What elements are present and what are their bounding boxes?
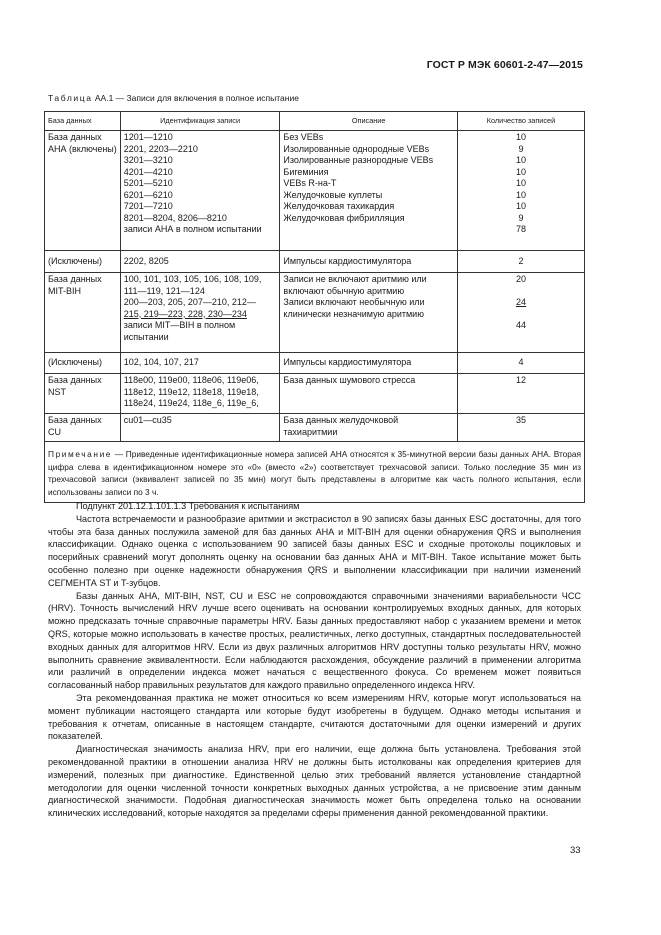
table-caption-title: АА.1 — Записи для включения в полное испытание <box>92 93 299 103</box>
table-note-row <box>45 442 585 503</box>
subheading: Подпункт 201.12.1.101.1.3 Требования к испытаниям <box>76 501 300 511</box>
column-header: База данных <box>45 112 121 131</box>
record-ids-cell: 100, 101, 103, 105, 106, 108, 109, 111—119, 121—124 200—203, 205, 207—210, 212— 215, 219—223, 228, 230—234 записи MIT—BIH в полном испытании <box>120 273 280 353</box>
record-ids-cell: 102, 104, 107, 217 <box>120 353 280 374</box>
table-row <box>45 353 585 374</box>
table-caption-label: Таблица <box>48 93 93 103</box>
record-ids-cell: cu01—cu35 <box>120 414 280 442</box>
table-note <box>45 442 585 503</box>
table-row <box>45 273 585 353</box>
description-cell: База данных шумового стресса <box>280 374 458 414</box>
record-ids-cell: 118e00, 119e00, 118e06, 119e06, 118e12, 119e12, 118e18, 119e18, 118e24, 119e24, 118e_6, 119e_6, <box>120 374 280 414</box>
table-row <box>45 251 585 273</box>
note-text: — Приведенные идентификационные номера записей АНА относятся к 35-минутной версии базы данных АНА. Вторая цифра слева в идентификационном номере это «0» (вместо «2») соответствует трехчасовой записи. Только последние 35 мин из трехчасовой записи (эквивалент записей по 35 мин) могут быть представлены в алгоритме как часть полного испытания, если использованы записи по 3 ч. <box>48 449 581 497</box>
body-text <box>48 500 581 820</box>
table-row <box>45 131 585 251</box>
paragraph: Диагностическая значимость анализа HRV, при его наличии, еще должна быть установлена. Требования этой рекомендованной практики в отношении анализа HRV не должны быть истолкованы как определения критериев для измерений, полезных при диагностике. Единственной целью этих требований является установление стандартной методологии для оценки численной точности конкретных выходных данных устройства, а не присвоение этим данным диагностической значимости. Подобная диагностическая значимость может быть определена только на основании клинических исследований, которые находятся за пределами сферы применения данной рекомендованной практики. <box>48 744 581 819</box>
column-header: Описание <box>280 112 458 131</box>
database-cell: (Исключены) <box>45 251 121 273</box>
table-row <box>45 374 585 414</box>
document-header: ГОСТ Р МЭК 60601-2-47—2015 <box>426 59 583 71</box>
table-row <box>45 414 585 442</box>
description-cell: Импульсы кардиостимулятора <box>280 251 458 273</box>
column-header: Количество записей <box>457 112 584 131</box>
database-cell: База данных MIT-BIH <box>45 273 121 353</box>
database-cell: База данных CU <box>45 414 121 442</box>
count-cell: 4 <box>457 353 584 374</box>
description-cell: Записи не включают аритмию или включают обычную аритмию Записи включают необычную или клинически незначимую аритмию <box>280 273 458 353</box>
table-header-row <box>45 112 585 131</box>
paragraph: Базы данных АНА, MIT-BIH, NST, CU и ESC не сопровождаются справочными значениями вариабельности ЧСС (HRV). Точность вычислений HRV лучше всего оценивать на основании контролируемых входных данных, для которых можно предсказать точные справочные параметры HRV. Базы данных предоставляют набор с указанием времени и меток QRS, которые можно использовать в качестве простых, реалистичных, легко доступных, стандартных последовательностей входных данных для алгоритмов HRV. Если из двух различных алгоритмов HRV доступны только результаты HRV, можно выполнить сравнение эквивалентности. Если наблюдаются расхождения, обсуждение различий в применении алгоритма или различий в определении индекса может начаться с вещественного фокуса. Со временем может появиться согласованный набор правильных результатов для каждого правильно определенного индекса HRV. <box>48 590 581 691</box>
column-header: Идентификация записи <box>120 112 280 131</box>
description-cell: Импульсы кардиостимулятора <box>280 353 458 374</box>
database-cell: База данных NST <box>45 374 121 414</box>
record-ids-cell: 2202, 8205 <box>120 251 280 273</box>
count-cell: 35 <box>457 414 584 442</box>
description-cell: Без VEBs Изолированные однородные VEBs Изолированные разнородные VEBs Бигеминия VEBs R-на-T Желудочковые куплеты Желудочковая тахикардия Желудочковая фибрилляция <box>280 131 458 251</box>
database-cell: (Исключены) <box>45 353 121 374</box>
count-cell: 12 <box>457 374 584 414</box>
page-number: 33 <box>570 845 581 856</box>
paragraph: Частота встречаемости и разнообразие аритмии и экстрасистол в 90 записях базы данных ESC достаточны, для того чтобы эта база данных послужила заменой для баз данных АНА и MIT-BIH для оценки обнаружения QRS и выполнения классификации. Однако оценка с использованием 90 записей базы данных ESC и сходные протоколы поцикловых и посерийных сравнений могут дополнять оценку на основании баз данных АНА и MIT-BIH. Такое испытание может быть особенно полезно при оценке надежности обнаружения QRS и выполнении классификации при наличии изменений СЕГМЕНТА ST и T-зубцов. <box>48 513 581 588</box>
note-label: Примечание <box>48 449 113 459</box>
count-cell: 10 9 10 10 10 10 10 9 78 <box>457 131 584 251</box>
count-cell: 2 <box>457 251 584 273</box>
records-table <box>44 111 585 503</box>
paragraph: Эта рекомендованная практика не может относиться ко всем измерениям HRV, которые могут использоваться на момент публикации настоящего стандарта или которые будут изобретены в будущем. Однако методы испытания и требования к отчетам, описанные в настоящем стандарте, считаются достаточными для оценки измерений и других показателей. <box>48 692 581 742</box>
record-ids-cell: 1201—1210 2201, 2203—2210 3201—3210 4201—4210 5201—5210 6201—6210 7201—7210 8201—8204, 8206—8210 записи АНА в полном испытании <box>120 131 280 251</box>
database-cell: База данных АНА (включены) <box>45 131 121 251</box>
description-cell: База данных желудочковой тахиаритмии <box>280 414 458 442</box>
table-caption <box>48 93 299 103</box>
count-cell: 20 24 44 <box>457 273 584 353</box>
